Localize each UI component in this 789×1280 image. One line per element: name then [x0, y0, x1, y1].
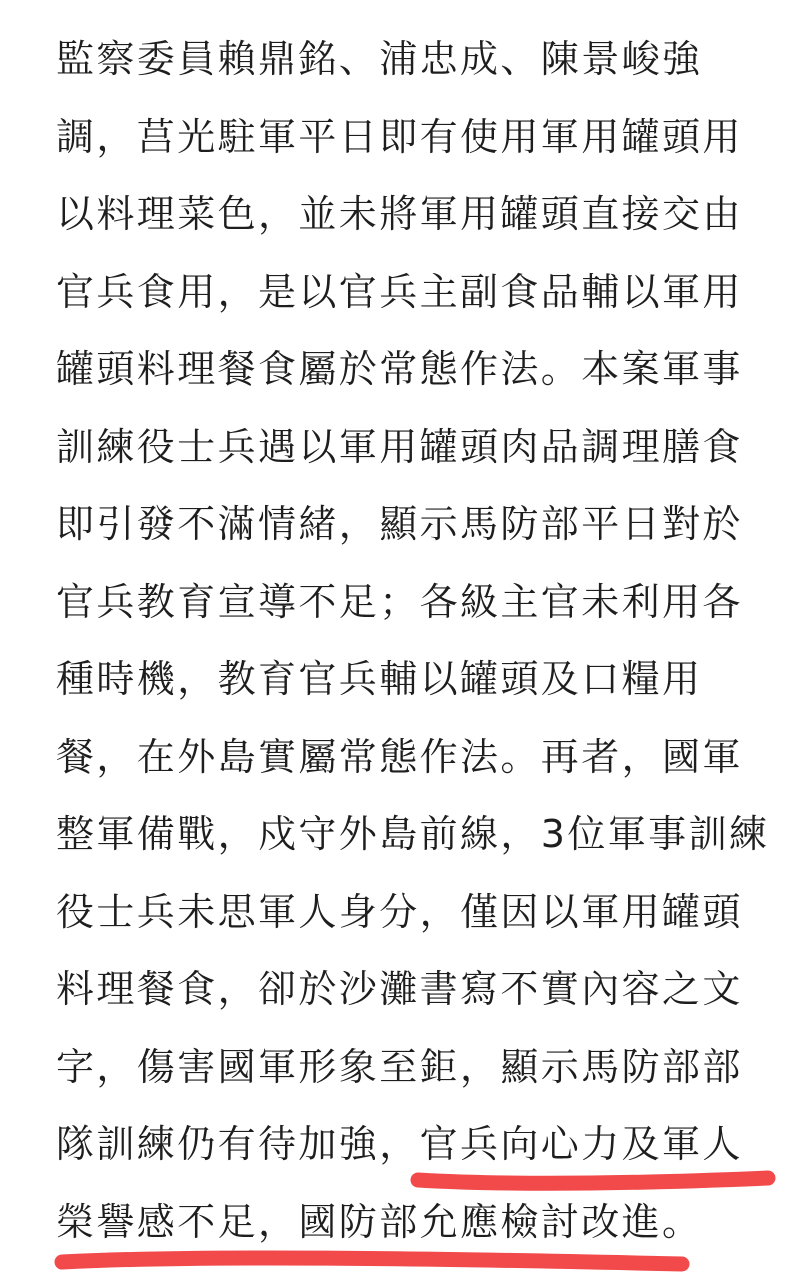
- article-line: 隊訓練仍有待加強，官兵向心力及軍人: [56, 1122, 743, 1166]
- article-line: 種時機，教育官兵輔以罐頭及口糧用: [56, 657, 703, 701]
- article-line: 役士兵未思軍人身分，僅因以軍用罐頭: [56, 889, 743, 934]
- article-line: 整軍備戰，戍守外島前線，3位軍事訓練: [56, 812, 770, 856]
- article-line: 罐頭料理餐食屬於常態作法。本案軍事: [56, 347, 743, 391]
- article-line: 調，莒光駐軍平日即有使用軍用罐頭用: [56, 114, 743, 159]
- article-line: 以料理菜色，並未將軍用罐頭直接交由: [56, 192, 743, 236]
- article-line: 即引發不滿情緒，顯示馬防部平日對於: [56, 502, 743, 546]
- article-line: 訓練役士兵遇以軍用罐頭肉品調理膳食: [56, 424, 743, 469]
- article-line: 官兵食用，是以官兵主副食品輔以軍用: [56, 269, 743, 314]
- article-line: 餐，在外島實屬常態作法。再者，國軍: [56, 734, 743, 779]
- article-line: 榮譽感不足，國防部允應檢討改進。: [56, 1199, 703, 1244]
- article-line: 監察委員賴鼎銘、浦忠成、陳景峻強: [56, 37, 703, 81]
- article-line: 官兵教育宣導不足；各級主官未利用各: [56, 579, 743, 624]
- article-line: 料理餐食，卻於沙灘書寫不實內容之文: [56, 967, 743, 1011]
- article-body: [56, 21, 770, 1261]
- article-line: 字，傷害國軍形象至鉅，顯示馬防部部: [56, 1044, 743, 1089]
